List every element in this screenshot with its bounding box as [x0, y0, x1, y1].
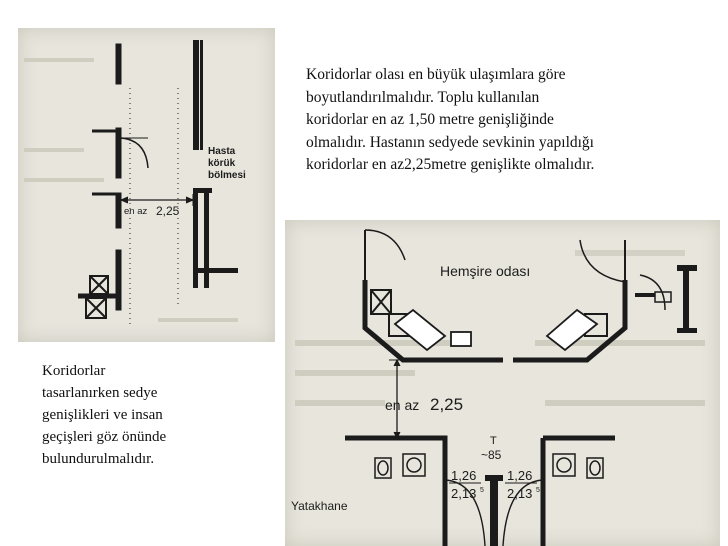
- door-swing-left: [121, 138, 148, 168]
- paragraph-top-line: boyutlandırılmalıdır. Toplu kullanılan: [306, 88, 540, 106]
- door-right-superscript: 5: [536, 487, 540, 494]
- room-label-line-3: bölmesi: [208, 170, 246, 181]
- corridor-plan-left-drawing: [18, 28, 275, 342]
- paragraph-top-line: koridorlar en az2,25metre genişlikte olmalıdır.: [306, 156, 595, 174]
- door-right-label-b: 2,13: [507, 486, 533, 501]
- paragraph-top-line: koridorlar en az 1,50 metre genişliğinde: [306, 111, 554, 129]
- dimension-value-right: 2,25: [430, 395, 464, 414]
- paragraph-top-line: Koridorlar olası en büyük ulaşımlara göre: [306, 66, 566, 83]
- door-marker: T: [490, 435, 497, 447]
- paragraph-left-line: bulundurulmalıdır.: [42, 451, 155, 467]
- paragraph-left-line: genişlikleri ve insan: [42, 407, 163, 423]
- door-post: [490, 478, 498, 546]
- sink-unit: [677, 265, 697, 333]
- room-label-line-2: körük: [208, 158, 236, 169]
- desks: [395, 310, 597, 350]
- locker-units: [86, 276, 108, 318]
- paragraph-left-line: Koridorlar: [42, 363, 106, 379]
- paragraph-top-line: olmalıdır. Hastanın sedyede sevkinin yapıldığı: [306, 133, 594, 151]
- paragraph-left-line: geçişleri göz önünde: [42, 429, 167, 445]
- door-post-cap: [485, 475, 503, 481]
- door-right-label-a: 1,26: [507, 468, 533, 483]
- room-label-line-1: Hasta: [208, 146, 236, 157]
- dimension-value-left: 2,25: [156, 204, 180, 218]
- corridor-plan-photo-right: [285, 220, 720, 546]
- room-label-ward: Yatakhane: [291, 499, 348, 513]
- dimension-prefix-right: en az: [385, 397, 420, 413]
- door-width-label: ~85: [481, 448, 502, 462]
- paragraph-stretcher-note: [42, 360, 222, 470]
- room-label-nurse: Hemşire odası: [440, 263, 531, 279]
- paragraph-left-line: tasarlanırken sedye: [42, 385, 158, 401]
- paragraph-corridor-sizing: [306, 64, 706, 177]
- door-left-label-a: 1,26: [451, 468, 477, 483]
- dimension-prefix-left: en az: [124, 206, 148, 217]
- left-wall: [78, 44, 121, 310]
- corridor-plan-right-drawing: [285, 220, 720, 546]
- door-left-label-b: 2,13: [451, 486, 477, 501]
- corridor-plan-photo-left: [18, 28, 275, 342]
- door-left-superscript: 5: [480, 487, 484, 494]
